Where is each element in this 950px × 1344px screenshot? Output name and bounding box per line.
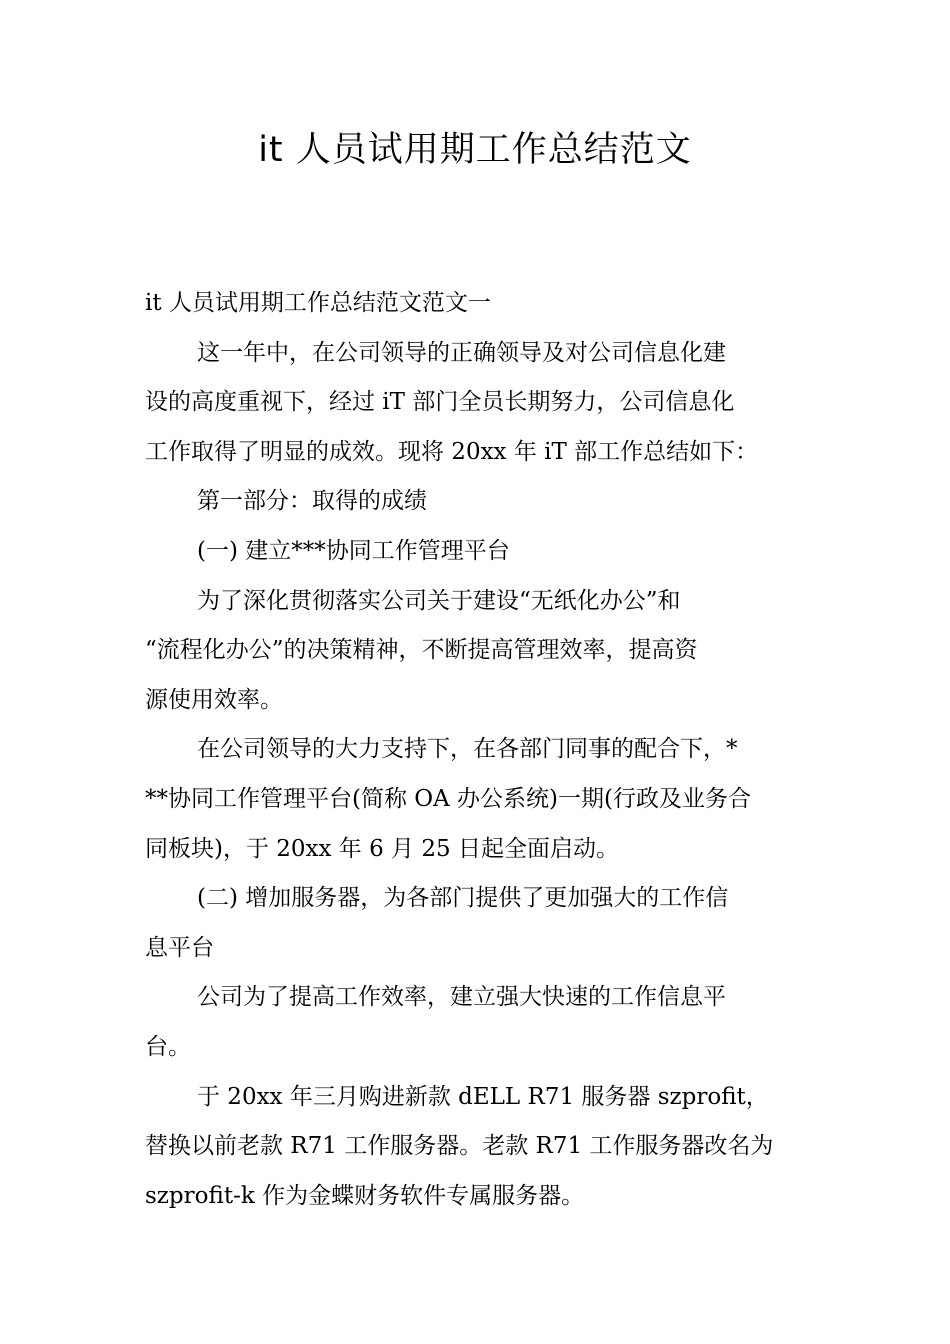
paragraph-line: 于 20xx 年三月购进新款 dELL R71 服务器 szprofit，	[197, 1083, 769, 1110]
paragraph-line: szprofit-k 作为金蝶财务软件专属服务器。	[145, 1182, 585, 1209]
subsection-heading: (一) 建立***协同工作管理平台	[197, 537, 510, 564]
paragraph-line: 在公司领导的大力支持下，在各部门同事的配合下，*	[197, 736, 738, 763]
document-title: it 人员试用期工作总结范文	[258, 130, 692, 170]
paragraph-line: 工作取得了明显的成效。现将 20xx 年 iT 部工作总结如下：	[145, 438, 759, 465]
paragraph-line: 为了深化贯彻落实公司关于建设“无纸化办公”和	[197, 587, 681, 614]
paragraph-line: 设的高度重视下，经过 iT 部门全员长期努力，公司信息化	[145, 389, 735, 416]
paragraph-line: 源使用效率。	[145, 686, 283, 713]
section-heading: it 人员试用期工作总结范文范文一	[145, 290, 491, 316]
paragraph-line: 公司为了提高工作效率，建立强大快速的工作信息平	[197, 984, 726, 1011]
paragraph-line: 台。	[145, 1033, 191, 1060]
paragraph-line: “流程化办公”的决策精神，不断提高管理效率，提高资	[145, 637, 698, 664]
paragraph-line: 替换以前老款 R71 工作服务器。老款 R71 工作服务器改名为	[145, 1133, 774, 1160]
subsection-heading: 息平台	[145, 934, 214, 961]
document-body	[145, 279, 805, 1221]
paragraph-line: 这一年中，在公司领导的正确领导及对公司信息化建	[197, 339, 726, 366]
paragraph-line: 同板块)，于 20xx 年 6 月 25 日起全面启动。	[145, 835, 619, 862]
paragraph-line: **协同工作管理平台(简称 OA 办公系统)一期(行政及业务合	[145, 785, 752, 812]
part-heading: 第一部分：取得的成绩	[197, 488, 427, 515]
subsection-heading: (二) 增加服务器，为各部门提供了更加强大的工作信	[197, 885, 729, 912]
